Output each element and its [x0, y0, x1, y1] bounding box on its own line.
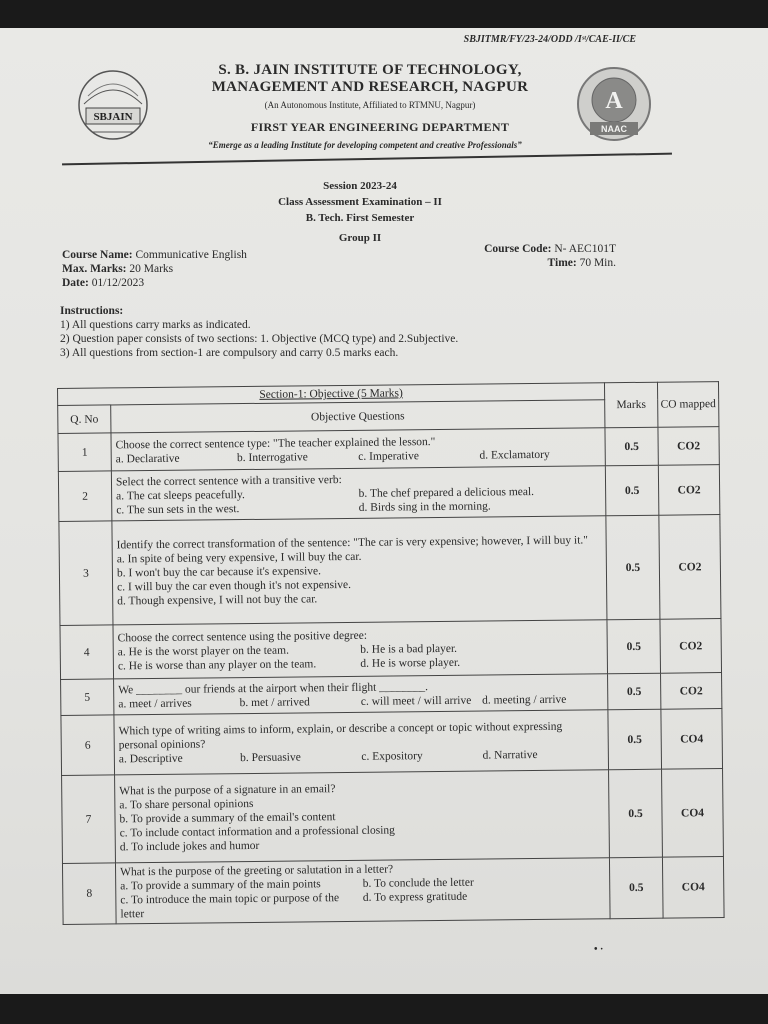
option-item: d. To express gratitude [362, 890, 468, 904]
option-item: b. He is a bad player. [360, 642, 458, 656]
option-item: d. To include jokes and humor [119, 839, 260, 853]
option-item: b. To conclude the letter [362, 876, 474, 890]
svg-text:A: A [605, 88, 623, 114]
question-options [119, 793, 605, 854]
question-text: Select the correct sentence with a transitive verb: [115, 473, 342, 488]
question-text: Which type of writing aims to inform, explain, or describe a concept or topic without expressing personal opinions? [118, 720, 563, 751]
question-marks: 0.5 [609, 769, 663, 858]
question-options [116, 484, 601, 517]
option-item: a. Descriptive [118, 752, 183, 765]
section-title: Section-1: Objective (5 Marks) [58, 383, 605, 406]
co-mapped: CO2 [658, 427, 719, 466]
question-text: Choose the correct sentence type: "The teacher explained the lesson." [115, 435, 436, 451]
option-item: b. The chef prepared a delicious meal. [358, 485, 535, 500]
institute-motto: “Emerge as a leading Institute for developing competent and creative Professionals” [208, 140, 522, 150]
question-number: 6 [61, 715, 115, 776]
session: Session 2023-24 [323, 180, 397, 192]
exam-name: Class Assessment Examination – II [278, 196, 442, 208]
option-item: c. The sun sets in the west. [116, 502, 240, 516]
option-item: b. Interrogative [236, 450, 308, 464]
co-mapped: CO2 [661, 673, 722, 710]
question-options [117, 547, 603, 608]
question-options [120, 874, 605, 921]
option-item: b. I won't buy the car because it's expensive. [116, 564, 322, 579]
naac-logo-icon [572, 64, 656, 148]
option-item: b. To provide a summary of the email's content [119, 810, 336, 825]
question-cell [114, 674, 608, 715]
group: Group II [338, 232, 382, 244]
exam-paper [0, 28, 768, 994]
question-number: 5 [61, 679, 114, 716]
question-cell [112, 516, 607, 625]
department-name: FIRST YEAR ENGINEERING DEPARTMENT [250, 120, 510, 134]
option-item: a. meet / arrives [118, 697, 192, 710]
question-header: Objective Questions [111, 400, 605, 433]
option-item: a. Declarative [115, 452, 180, 465]
svg-text:NAAC: NAAC [601, 124, 627, 134]
option-item: a. In spite of being very expensive, I will buy the car. [116, 550, 362, 565]
question-number: 8 [62, 863, 116, 925]
header-divider [62, 153, 672, 166]
institute-name: S. B. JAIN INSTITUTE OF TECHNOLOGY, MANAGEMENT AND RESEARCH, NAGPUR [211, 62, 529, 95]
reference-code: SBJITMR/FY/23-24/ODD /Iˢᵗ/CAE-II/CE [463, 34, 636, 45]
co-mapped: CO4 [662, 857, 724, 919]
question-row [58, 465, 719, 522]
option-item: a. To provide a summary of the main points [120, 878, 321, 893]
question-row [59, 515, 721, 626]
option-item: c. Expository [361, 749, 423, 763]
marks-header: Marks [604, 382, 657, 428]
institute-affiliation: (An Autonomous Institute, Affiliated to RTMNU, Nagpur) [264, 100, 476, 110]
question-text: Identify the correct transformation of the sentence: "The car is very expensive; however, I will buy it." [116, 533, 589, 551]
option-item: c. He is worse than any player on the team. [117, 657, 317, 672]
option-item: d. Birds sing in the morning. [358, 499, 491, 514]
option-item: c. To include contact information and a professional closing [119, 823, 395, 839]
instruction-item: 1) All questions carry marks as indicated. [60, 319, 251, 331]
question-number: 2 [58, 471, 112, 522]
option-item: d. Though expensive, I will not buy the car. [117, 592, 318, 607]
question-marks: 0.5 [609, 857, 663, 919]
question-cell [114, 710, 609, 775]
question-options [118, 640, 603, 673]
co-mapped: CO4 [662, 769, 724, 858]
question-marks: 0.5 [608, 673, 661, 710]
question-cell [115, 858, 610, 924]
question-row [62, 857, 724, 925]
question-row [60, 619, 722, 680]
page-mark: • · [594, 944, 604, 955]
question-number: 7 [62, 775, 116, 864]
question-row [61, 709, 723, 776]
questions-body [58, 427, 724, 925]
option-item: a. To share personal opinions [119, 797, 254, 811]
co-mapped: CO4 [661, 709, 723, 770]
qno-header: Q. No [58, 405, 111, 434]
co-mapped: CO2 [660, 619, 722, 674]
option-item: d. Exclamatory [479, 448, 550, 462]
option-item: c. Imperative [358, 449, 419, 463]
questions-table [57, 381, 725, 925]
co-header: CO mapped [657, 382, 718, 428]
question-text: We ________ our friends at the airport when their flight ________. [118, 680, 429, 696]
question-cell [111, 428, 605, 471]
co-mapped: CO2 [659, 515, 721, 620]
question-marks: 0.5 [606, 515, 660, 620]
question-text: What is the purpose of the greeting or salutation in a letter? [120, 863, 394, 879]
question-row [62, 769, 724, 864]
instructions: Instructions: 1) All questions carry marks as indicated. 2) Question paper consists of two sections: 1. Objective (MCQ type) and 2.Subjective. 3) All questions from section-1 are compulsory and carry 0.5 marks each. [60, 304, 620, 360]
question-marks: 0.5 [608, 709, 662, 770]
svg-text:SBJAIN: SBJAIN [93, 111, 133, 123]
option-item: b. Persuasive [240, 750, 301, 764]
course-info-left: Course Name: Communicative English Max. Marks: 20 Marks Date: 01/12/2023 [62, 249, 247, 289]
question-text: What is the purpose of a signature in an email? [119, 782, 336, 797]
option-item: c. I will buy the car even though it's not expensive. [117, 578, 352, 593]
option-item: d. He is worse player. [360, 656, 461, 670]
option-item: d. Narrative [482, 748, 538, 762]
question-cell [111, 466, 605, 521]
course-info-right: Course Code: N- AEC101T Time: 70 Min. [484, 243, 616, 269]
option-item: a. He is the worst player on the team. [117, 644, 289, 658]
question-marks: 0.5 [605, 427, 658, 466]
question-text: Choose the correct sentence using the positive degree: [117, 629, 368, 644]
option-item: b. met / arrived [239, 695, 310, 709]
option-item: d. meeting / arrive [481, 693, 567, 707]
question-number: 4 [60, 625, 114, 680]
instruction-item: 3) All questions from section-1 are compulsory and carry 0.5 marks each. [60, 347, 399, 359]
question-marks: 0.5 [607, 619, 661, 674]
question-number: 3 [59, 521, 113, 626]
question-cell [115, 770, 610, 863]
option-item: a. The cat sleeps peacefully. [116, 488, 245, 502]
option-item: c. To introduce the main topic or purpose of the letter [120, 892, 340, 921]
question-number: 1 [58, 433, 111, 472]
question-marks: 0.5 [605, 465, 659, 516]
option-item: c. will meet / will arrive [360, 694, 472, 708]
question-cell [113, 620, 608, 679]
instruction-item: 2) Question paper consists of two sections: 1. Objective (MCQ type) and 2.Subjective. [60, 333, 459, 345]
program: B. Tech. First Semester [305, 212, 415, 224]
institute-logo-icon [74, 66, 152, 144]
co-mapped: CO2 [658, 465, 720, 516]
